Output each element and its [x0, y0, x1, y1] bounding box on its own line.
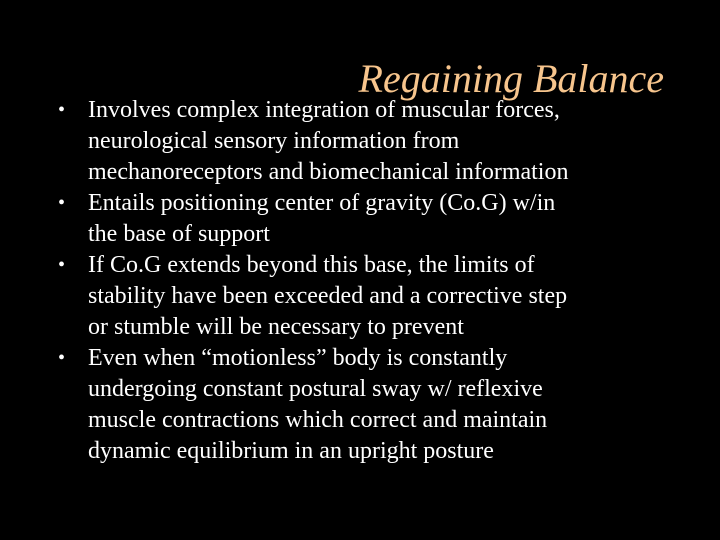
bullet-text-line: neurological sensory information from	[88, 128, 460, 154]
bullet-text-line: mechanoreceptors and biomechanical information	[88, 159, 569, 185]
bullet-item	[58, 95, 698, 188]
bullet-text-line: undergoing constant postural sway w/ reflexive	[88, 376, 543, 402]
bullet-text-line: or stumble will be necessary to prevent	[88, 314, 464, 340]
bullet-item	[58, 343, 698, 467]
bullet-marker: •	[58, 254, 66, 276]
bullet-text-line: If Co.G extends beyond this base, the limits of	[88, 252, 535, 278]
bullet-text-line: muscle contractions which correct and maintain	[88, 407, 548, 433]
bullet-list	[58, 95, 698, 467]
bullet-text-line: stability have been exceeded and a corrective step	[88, 283, 568, 309]
bullet-text-line: Even when “motionless” body is constantly	[88, 345, 508, 371]
bullet-marker: •	[58, 99, 66, 121]
bullet-text-line: Entails positioning center of gravity (Co.G) w/in	[88, 190, 556, 216]
bullet-item	[58, 250, 698, 343]
bullet-marker: •	[58, 192, 66, 214]
bullet-marker: •	[58, 347, 66, 369]
bullet-item	[58, 188, 698, 250]
bullet-text-line: the base of support	[88, 221, 270, 247]
slide-title: Regaining Balance	[358, 56, 664, 101]
bullet-text-line: dynamic equilibrium in an upright posture	[88, 438, 494, 464]
bullet-text-line: Involves complex integration of muscular forces,	[88, 97, 560, 123]
